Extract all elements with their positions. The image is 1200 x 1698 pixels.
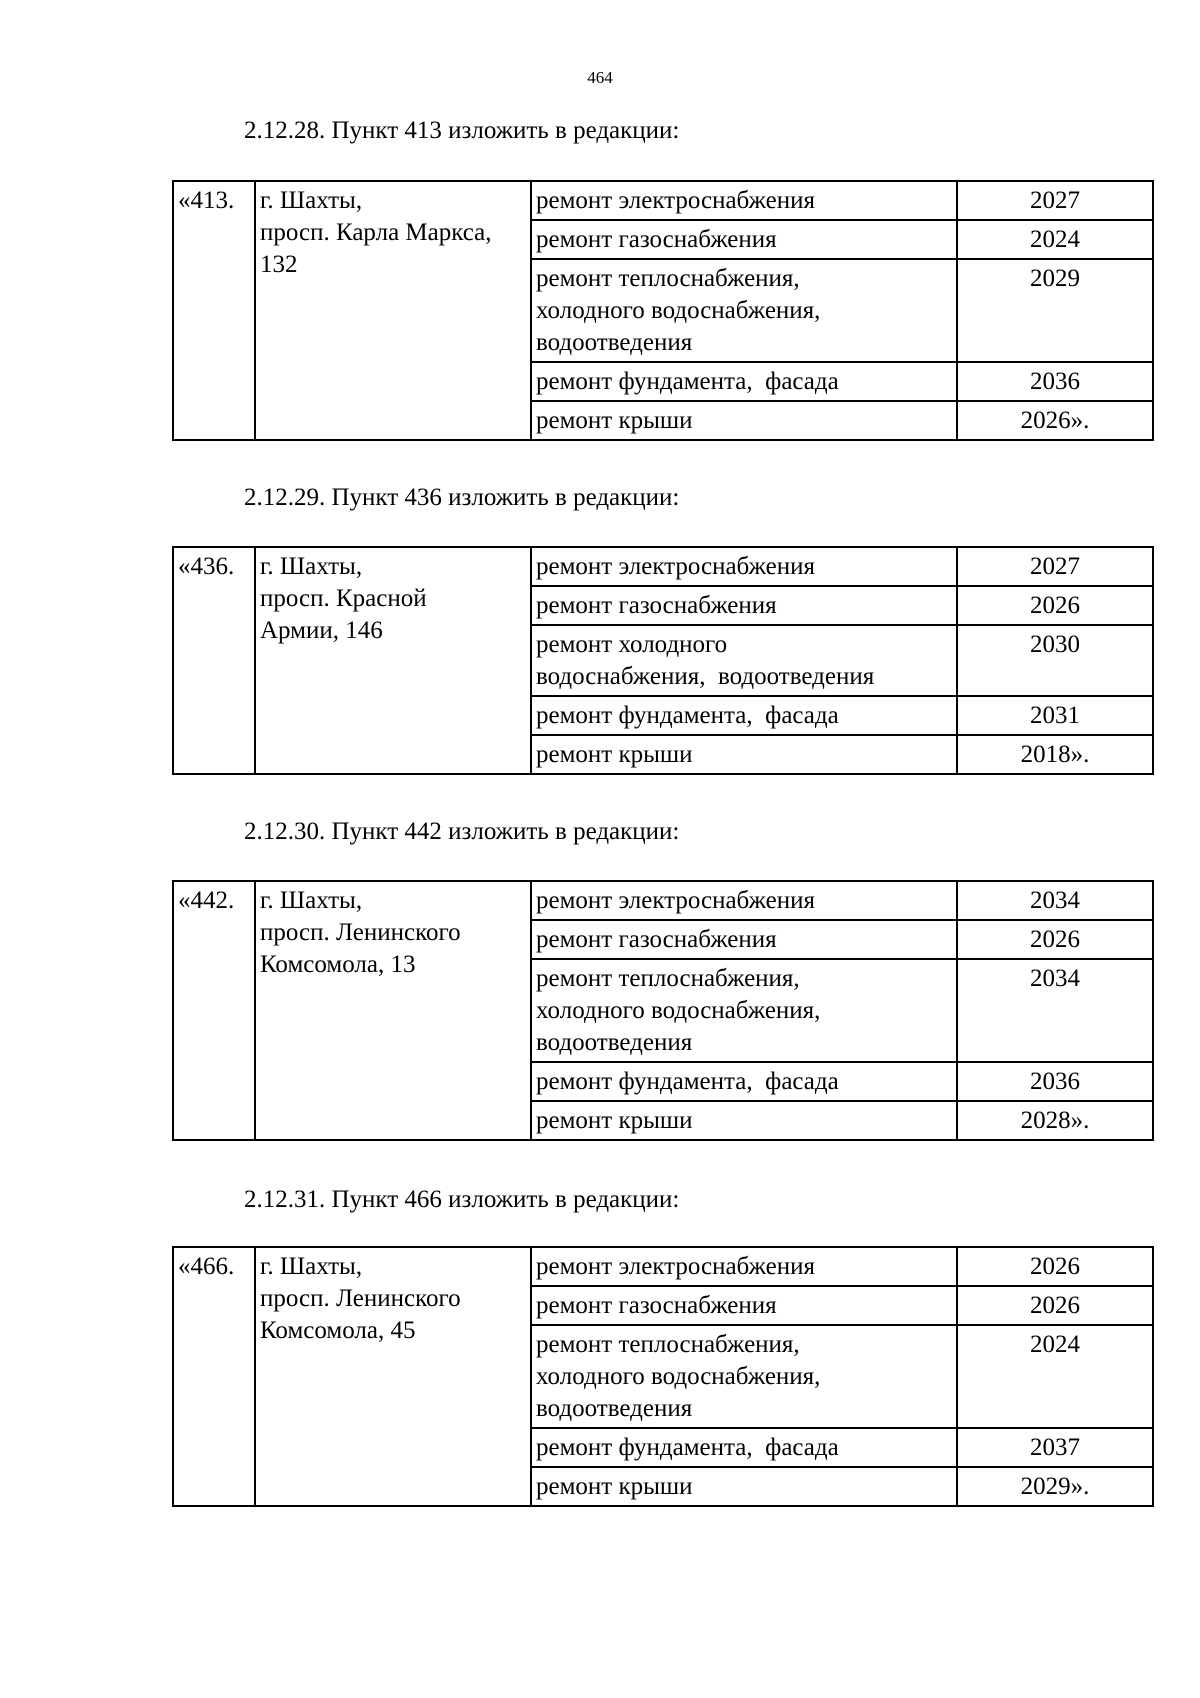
record-table	[172, 546, 1154, 775]
year-cell: 2024	[957, 1325, 1153, 1428]
work-cell	[531, 920, 957, 959]
address-line: Комсомола, 13	[260, 951, 416, 978]
work-line: ремонт фундамента, фасада	[536, 1434, 839, 1461]
work-line: ремонт фундамента, фасада	[536, 702, 839, 729]
year-cell: 2029».	[957, 1467, 1153, 1506]
work-line: ремонт электроснабжения	[536, 553, 815, 580]
work-cell	[531, 1286, 957, 1325]
work-cell	[531, 362, 957, 401]
work-line: водоотведения	[536, 1395, 693, 1422]
work-line: ремонт крыши	[536, 741, 693, 768]
work-cell	[531, 959, 957, 1062]
work-line: ремонт электроснабжения	[536, 887, 815, 914]
year-cell: 2031	[957, 696, 1153, 735]
address-line: г. Шахты,	[260, 187, 363, 214]
work-cell	[531, 259, 957, 362]
section-heading: 2.12.31. Пункт 466 изложить в редакции:	[244, 1186, 680, 1213]
work-line: ремонт крыши	[536, 1107, 693, 1134]
record-table	[172, 1246, 1154, 1507]
work-line: ремонт газоснабжения	[536, 226, 777, 253]
work-line: ремонт газоснабжения	[536, 592, 777, 619]
address-line: г. Шахты,	[260, 1253, 363, 1280]
work-line: ремонт фундамента, фасада	[536, 368, 839, 395]
section-heading: 2.12.30. Пункт 442 изложить в редакции:	[244, 818, 680, 845]
year-cell: 2036	[957, 1062, 1153, 1101]
work-line: ремонт газоснабжения	[536, 1292, 777, 1319]
year-cell: 2027	[957, 181, 1153, 220]
work-line: холодного водоснабжения,	[536, 297, 821, 324]
work-cell	[531, 1467, 957, 1506]
table-row	[173, 1247, 1153, 1286]
year-cell: 2027	[957, 547, 1153, 586]
section-442	[172, 817, 1152, 1134]
address-line: 132	[260, 251, 298, 278]
table-row	[173, 547, 1153, 586]
work-line: водоотведения	[536, 329, 693, 356]
work-line: ремонт крыши	[536, 1473, 693, 1500]
item-number: «466.	[173, 1247, 255, 1506]
year-cell: 2026	[957, 1286, 1153, 1325]
address-line: Армии, 146	[260, 617, 383, 644]
work-cell	[531, 1062, 957, 1101]
year-cell: 2034	[957, 881, 1153, 920]
record-table	[172, 180, 1154, 441]
work-line: ремонт теплоснабжения,	[536, 265, 800, 292]
work-cell	[531, 1101, 957, 1140]
work-line: ремонт фундамента, фасада	[536, 1068, 839, 1095]
year-cell: 2026	[957, 586, 1153, 625]
address-line: просп. Карла Маркса,	[260, 219, 492, 246]
work-cell	[531, 547, 957, 586]
work-cell	[531, 401, 957, 440]
work-line: холодного водоснабжения,	[536, 1363, 821, 1390]
item-number: «436.	[173, 547, 255, 774]
work-line: холодного водоснабжения,	[536, 997, 821, 1024]
work-cell	[531, 625, 957, 696]
work-line: ремонт теплоснабжения,	[536, 1331, 800, 1358]
table-row	[173, 881, 1153, 920]
work-cell	[531, 1428, 957, 1467]
address-cell	[255, 547, 531, 774]
year-cell: 2028».	[957, 1101, 1153, 1140]
year-cell: 2026».	[957, 401, 1153, 440]
address-line: просп. Ленинского	[260, 919, 461, 946]
table-row	[173, 181, 1153, 220]
address-line: просп. Красной	[260, 585, 427, 612]
year-cell: 2026	[957, 1247, 1153, 1286]
work-cell	[531, 220, 957, 259]
item-number: «442.	[173, 881, 255, 1140]
year-cell: 2037	[957, 1428, 1153, 1467]
year-cell: 2036	[957, 362, 1153, 401]
year-cell: 2026	[957, 920, 1153, 959]
work-line: ремонт электроснабжения	[536, 187, 815, 214]
section-436	[172, 483, 1152, 768]
work-line: ремонт теплоснабжения,	[536, 965, 800, 992]
section-466	[172, 1185, 1152, 1500]
item-number: «413.	[173, 181, 255, 440]
work-cell	[531, 696, 957, 735]
section-heading: 2.12.29. Пункт 436 изложить в редакции:	[244, 484, 680, 511]
work-line: водоснабжения, водоотведения	[536, 663, 875, 690]
address-cell	[255, 881, 531, 1140]
address-line: просп. Ленинского	[260, 1285, 461, 1312]
work-line: ремонт холодного	[536, 631, 728, 658]
address-line: Комсомола, 45	[260, 1317, 416, 1344]
work-line: водоотведения	[536, 1029, 693, 1056]
year-cell: 2024	[957, 220, 1153, 259]
work-cell	[531, 1325, 957, 1428]
work-cell	[531, 181, 957, 220]
work-line: ремонт газоснабжения	[536, 926, 777, 953]
work-cell	[531, 881, 957, 920]
address-cell	[255, 181, 531, 440]
year-cell: 2030	[957, 625, 1153, 696]
address-cell	[255, 1247, 531, 1506]
work-line: ремонт крыши	[536, 407, 693, 434]
section-413	[172, 116, 1152, 434]
year-cell: 2018».	[957, 735, 1153, 774]
record-table	[172, 880, 1154, 1141]
work-line: ремонт электроснабжения	[536, 1253, 815, 1280]
work-cell	[531, 586, 957, 625]
work-cell	[531, 735, 957, 774]
section-heading: 2.12.28. Пункт 413 изложить в редакции:	[244, 117, 680, 144]
year-cell: 2029	[957, 259, 1153, 362]
address-line: г. Шахты,	[260, 553, 363, 580]
year-cell: 2034	[957, 959, 1153, 1062]
page-number: 464	[587, 68, 613, 87]
address-line: г. Шахты,	[260, 887, 363, 914]
work-cell	[531, 1247, 957, 1286]
